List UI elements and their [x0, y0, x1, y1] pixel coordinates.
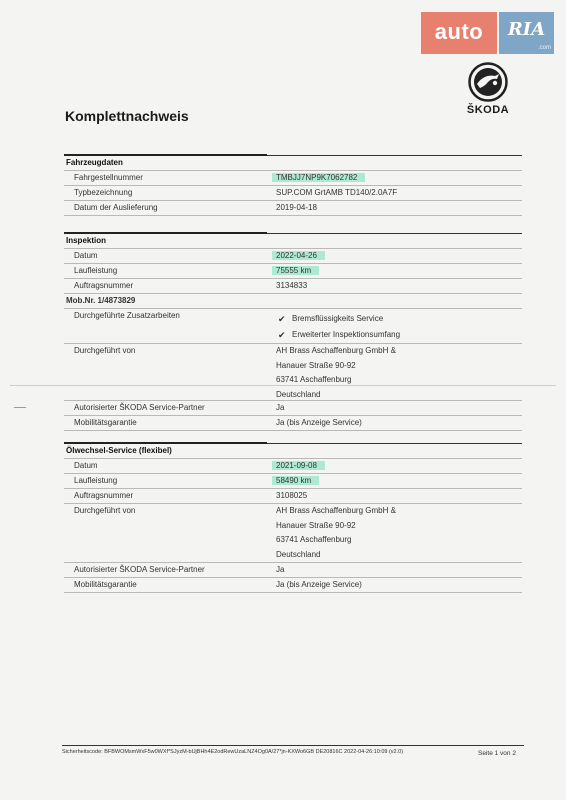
value	[276, 344, 396, 402]
check-item: ✔ Erweiterter Inspektionsumfang	[276, 327, 400, 343]
autoria-logo-auto: auto	[421, 12, 497, 54]
check-item: ✔ Bremsflüssigkeits Service	[276, 311, 400, 327]
heading-bar	[64, 442, 267, 444]
autoria-logo-com: .com	[537, 45, 551, 51]
row-mob-nr	[64, 293, 522, 308]
heading-text: Inspektion	[66, 236, 107, 245]
row-datum	[64, 248, 522, 263]
section-bottom-line	[64, 430, 522, 431]
heading-bar	[64, 232, 267, 234]
value: Ja	[276, 403, 285, 412]
address-line: Deutschland	[276, 389, 321, 399]
mileage-value: 75555 km	[272, 266, 319, 275]
skoda-wordmark: ŠKODA	[466, 104, 510, 116]
value: 3108025	[276, 491, 308, 500]
section-inspektion	[64, 233, 522, 431]
scan-artifact-line	[10, 385, 556, 386]
value: Ja (bis Anzeige Service)	[276, 418, 362, 427]
date-value: 2022-04-26	[272, 251, 325, 260]
section-bottom-line	[64, 215, 522, 216]
row-auslieferung	[64, 200, 522, 215]
row-fahrgestellnummer	[64, 170, 522, 185]
autoria-logo	[421, 12, 554, 54]
row-typbezeichnung	[64, 185, 522, 200]
row-auftragsnummer	[64, 488, 522, 503]
label: Durchgeführt von	[74, 506, 136, 515]
row-mobilitaetsgarantie	[64, 415, 522, 430]
row-durchgefuehrt-von	[64, 503, 522, 562]
row-service-partner	[64, 562, 522, 577]
heading-bar	[64, 154, 267, 156]
value: Ja	[276, 565, 285, 574]
section-bottom-line	[64, 592, 522, 593]
value: SUP.COM GrtAMB TD140/2.0A7F	[276, 188, 398, 197]
heading-text: Fahrzeugdaten	[66, 158, 123, 167]
label: Laufleistung	[74, 266, 118, 275]
value	[276, 311, 400, 343]
vin-value: TMBJJ7NP9K7062782	[272, 173, 365, 182]
row-service-partner	[64, 400, 522, 415]
row-laufleistung	[64, 473, 522, 488]
address-line: Deutschland	[276, 549, 321, 559]
row-datum	[64, 458, 522, 473]
date-value: 2021-09-08	[272, 461, 325, 470]
section-oelwechsel	[64, 443, 522, 593]
label: Durchgeführte Zusatzarbeiten	[74, 311, 180, 320]
label: Mob.Nr. 1/4873829	[66, 296, 136, 305]
row-mobilitaetsgarantie	[64, 577, 522, 592]
value	[276, 264, 319, 278]
section-heading	[64, 155, 522, 170]
row-durchgefuehrt-von	[64, 343, 522, 400]
skoda-emblem-icon	[468, 62, 508, 102]
page-number: Seite 1 von 2	[478, 750, 516, 757]
label: Durchgeführt von	[74, 346, 136, 355]
footer-rule	[62, 745, 524, 746]
value	[276, 249, 325, 263]
document-title: Komplettnachweis	[65, 108, 189, 124]
label: Mobilitätsgarantie	[74, 418, 137, 427]
address-line: AH Brass Aschaffenburg GmbH &	[276, 346, 396, 355]
label: Datum	[74, 251, 98, 260]
section-heading	[64, 443, 522, 458]
label: Datum	[74, 461, 98, 470]
value: 2019-04-18	[276, 203, 317, 212]
value	[276, 171, 365, 185]
address-line: 63741 Aschaffenburg	[276, 535, 352, 544]
row-laufleistung	[64, 263, 522, 278]
row-zusatzarbeiten	[64, 308, 522, 343]
section-fahrzeugdaten	[64, 155, 522, 216]
value	[276, 459, 325, 473]
address-line: Hanauer Straße 90-92	[276, 520, 356, 530]
label: Fahrgestellnummer	[74, 173, 143, 182]
label: Laufleistung	[74, 476, 118, 485]
mileage-value: 58490 km	[272, 476, 319, 485]
label: Typbezeichnung	[74, 188, 133, 197]
value: 3134833	[276, 281, 308, 290]
label: Autorisierter ŠKODA Service-Partner	[74, 565, 205, 574]
address-line: AH Brass Aschaffenburg GmbH &	[276, 506, 396, 515]
row-auftragsnummer	[64, 278, 522, 293]
scan-artifact-mark	[14, 407, 26, 408]
label: Auftragsnummer	[74, 281, 134, 290]
heading-text: Ölwechsel-Service (flexibel)	[66, 446, 172, 455]
value	[276, 474, 319, 488]
label: Autorisierter ŠKODA Service-Partner	[74, 403, 205, 412]
autoria-logo-ria-text: RIA	[507, 19, 546, 40]
label: Mobilitätsgarantie	[74, 580, 137, 589]
autoria-logo-ria	[499, 12, 554, 54]
label: Auftragsnummer	[74, 491, 134, 500]
section-heading	[64, 233, 522, 248]
address-line: 63741 Aschaffenburg	[276, 375, 352, 384]
label: Datum der Auslieferung	[74, 203, 158, 212]
address-line: Hanauer Straße 90-92	[276, 360, 356, 370]
security-code: Sicherheitscode: BFBWOMsmWxF5w0WXf*SJyzM-bUjBHh4E2odRewUzaLNZ4Og0A/27*jn-KXWo6GB DE20816C 2022-04-26:10:09 (v2.0)	[62, 749, 404, 755]
value: Ja (bis Anzeige Service)	[276, 580, 362, 589]
value	[276, 504, 396, 562]
